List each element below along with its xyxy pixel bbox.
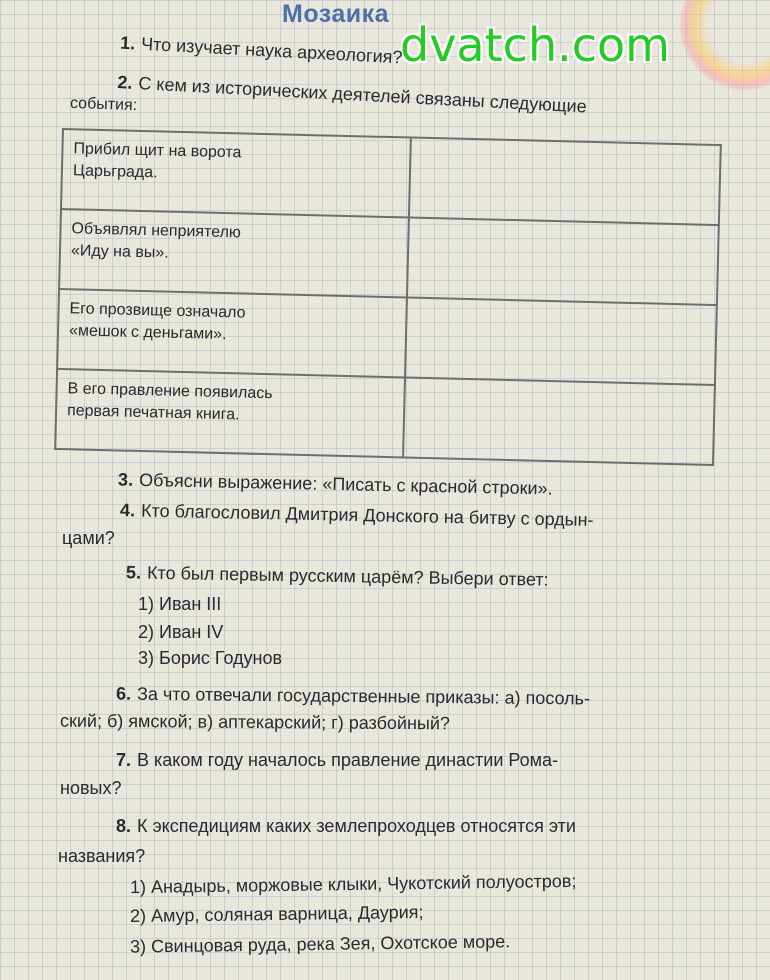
answer-option: 2) Иван IV — [138, 622, 224, 642]
page-title: Мозаика — [282, 0, 390, 28]
table-cell-event: Объявлял неприятелю «Иду на вы». — [59, 209, 408, 297]
question-4 — [120, 500, 594, 531]
question-number: 5. — [125, 562, 142, 583]
question-number: 7. — [116, 750, 132, 770]
question-number: 4. — [119, 500, 136, 521]
answer-option: 2) Амур, соляная варница, Даурия; — [129, 901, 424, 927]
table-cell-answer[interactable] — [403, 377, 715, 465]
table-cell-event: Прибил щит на ворота Царьграда. — [61, 129, 410, 217]
table-row — [55, 369, 715, 465]
table-cell-event: В его правление появилась первая печатная книга. — [55, 369, 404, 457]
question-6-continued: ский; б) ямской; в) аптекарский; г) разбойный? — [59, 710, 451, 734]
question-text: Кто благословил Дмитрия Донского на битву с ордын- — [140, 500, 594, 530]
corner-decoration — [680, 0, 770, 90]
question-8-continued: названия? — [58, 846, 146, 866]
question-text: В каком году началось правление династии Рома- — [137, 750, 559, 770]
question-text: За что отвечали государственные приказы: а) посоль- — [136, 683, 591, 709]
table-cell-event: Его прозвище означало «мешок с деньгами». — [57, 289, 406, 377]
question-4-continued: цами? — [62, 528, 115, 548]
question-number: 3. — [117, 469, 134, 490]
question-number: 6. — [115, 683, 132, 704]
question-6 — [116, 684, 590, 710]
table-cell-answer[interactable] — [408, 138, 720, 226]
answer-option: 3) Свинцовая руда, река Зея, Охотское море. — [129, 931, 511, 957]
question-text: Что изучает наука археология? — [140, 33, 403, 68]
question-text: К экспедициям каких землепроходцев относятся эти — [137, 816, 576, 836]
question-1 — [120, 33, 403, 69]
answer-option: 1) Иван III — [138, 594, 222, 614]
table-cell-answer[interactable] — [405, 297, 717, 385]
question-2 — [117, 72, 587, 118]
question-2-continued: события: — [69, 94, 138, 115]
answer-option: 3) Борис Годунов — [138, 648, 283, 668]
question-3 — [118, 469, 553, 499]
answer-option: 1) Анадырь, моржовые клыки, Чукотский полуостров; — [129, 870, 577, 898]
table-cell-answer[interactable] — [407, 217, 719, 305]
question-7 — [116, 750, 558, 771]
question-7-continued: новых? — [60, 778, 122, 798]
question-5 — [126, 562, 549, 590]
question-number: 8. — [116, 816, 132, 836]
question-text: Объясни выражение: «Писать с красной строки». — [138, 469, 553, 499]
question-text: С кем из исторических деятелей связаны следующие — [137, 73, 588, 117]
question-8 — [116, 816, 576, 837]
question-number: 1. — [119, 32, 136, 54]
answer-table — [54, 128, 722, 466]
watermark: dvatch.com — [400, 18, 670, 72]
question-number: 2. — [116, 72, 133, 93]
question-text: Кто был первым русским царём? Выбери ответ: — [146, 562, 549, 590]
